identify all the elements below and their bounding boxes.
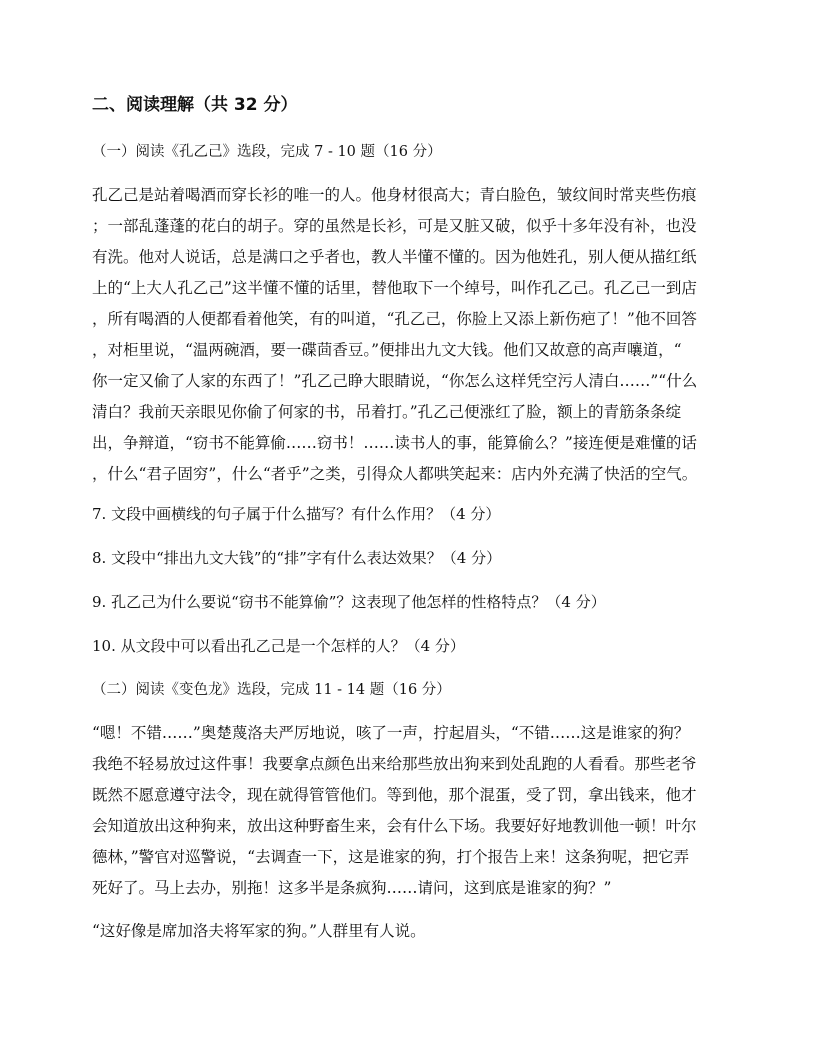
- question-10: 10. 从文段中可以看出孔乙己是一个怎样的人？（4 分）: [92, 637, 465, 655]
- question-7: 7. 文段中画横线的句子属于什么描写？有什么作用？（4 分）: [92, 505, 501, 523]
- passage-line: 我绝不轻易放过这件事！我要拿点颜色出来给那些放出狗来到处乱跑的人看看。那些老爷: [92, 755, 697, 773]
- passage-line: 德林，”警官对巡警说，“去调查一下，这是谁家的狗，打个报告上来！这条狗呢，把它弄: [92, 848, 690, 866]
- passage-line: 出，争辩道，“窃书不能算偷……窃书！……读书人的事，能算偷么？”接连便是难懂的话: [92, 434, 697, 452]
- passage-line: ，对柜里说，“温两碗酒，要一碟茴香豆。”便排出九文大钱。他们又故意的高声嚷道，“: [92, 341, 682, 359]
- passage-line: 会知道放出这种狗来，放出这种野畜生来，会有什么下场。我要好好地教训他一顿！叶尔: [92, 817, 697, 835]
- passage-line: 既然不愿意遵守法令，现在就得管管他们。等到他，那个混蛋，受了罚，拿出钱来，他才: [92, 786, 697, 804]
- part1-passage: [92, 180, 722, 490]
- passage-line: ；一部乱蓬蓬的花白的胡子。穿的虽然是长衫，可是又脏又破，似乎十多年没有补，也没: [92, 217, 697, 235]
- section-title: 二、阅读理解（共 32 分）: [92, 95, 298, 115]
- part2-title: （二）阅读《变色龙》选段，完成 11 - 14 题（16 分）: [92, 682, 451, 698]
- part2-passage: [92, 718, 722, 904]
- passage-line: 死好了。马上去办，别拖！这多半是条疯狗……请问，这到底是谁家的狗？”: [92, 879, 612, 897]
- passage-line: “嗯！不错……”奥楚蔑洛夫严厉地说，咳了一声，拧起眉头，“不错……这是谁家的狗？: [92, 724, 690, 742]
- question-8: 8. 文段中“排出九文大钱”的“排”字有什么表达效果？（4 分）: [92, 549, 502, 567]
- part1-title: （一）阅读《孔乙己》选段，完成 7 - 10 题（16 分）: [92, 144, 442, 160]
- passage-line: 上的“上大人孔乙己”这半懂不懂的话里，替他取下一个绰号，叫作孔乙己。孔乙己一到店: [92, 279, 697, 297]
- passage-line: “这好像是席加洛夫将军家的狗。”人群里有人说。: [92, 922, 426, 940]
- passage-line: 清白？我前天亲眼见你偷了何家的书，吊着打。”孔乙己便涨红了脸，额上的青筋条条绽: [92, 403, 682, 421]
- passage-line: 孔乙己是站着喝酒而穿长衫的唯一的人。他身材很高大；青白脸色，皱纹间时常夹些伤痕: [92, 186, 697, 204]
- passage-line: ，所有喝酒的人便都看着他笑，有的叫道，“孔乙己，你脸上又添上新伤疤了！”他不回答: [92, 310, 697, 328]
- document-content: [92, 92, 722, 959]
- passage-line: 有洗。他对人说话，总是满口之乎者也，教人半懂不懂的。因为他姓孔，别人便从描红纸: [92, 248, 697, 266]
- question-9: 9. 孔乙己为什么要说“窃书不能算偷”？这表现了他怎样的性格特点？（4 分）: [92, 593, 606, 611]
- part2-passage-continued: [92, 916, 722, 947]
- passage-line: 你一定又偷了人家的东西了！”孔乙己睁大眼睛说，“你怎么这样凭空污人清白……”“什么: [92, 372, 698, 390]
- passage-line: ，什么“君子固穷”，什么“者乎”之类，引得众人都哄笑起来：店内外充满了快活的空气。: [92, 465, 698, 483]
